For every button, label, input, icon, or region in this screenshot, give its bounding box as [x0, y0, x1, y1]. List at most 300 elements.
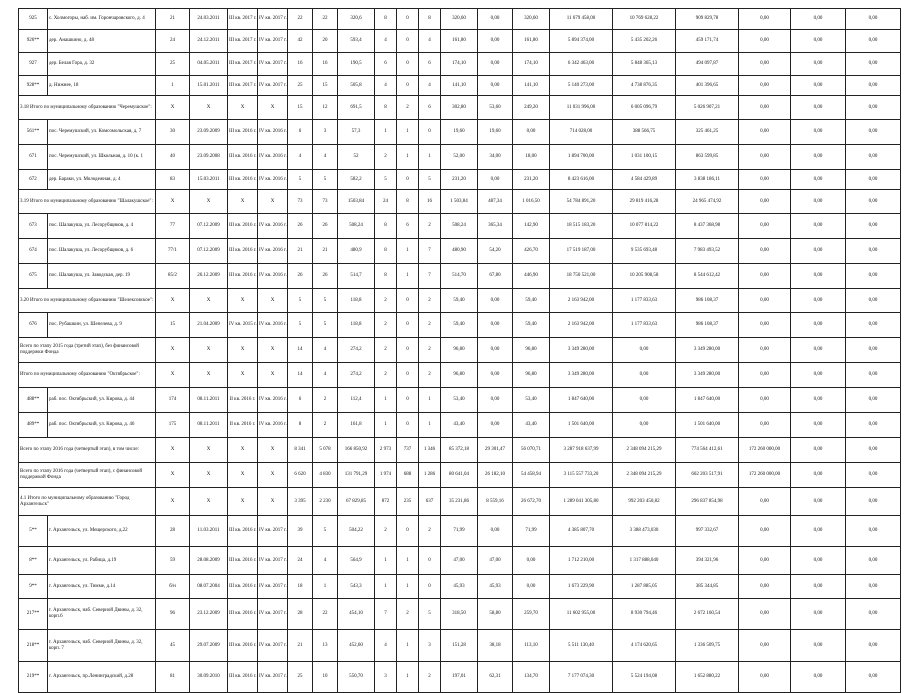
table-cell: 175 — [156, 413, 190, 438]
table-cell: 0,00 — [739, 516, 791, 547]
table-cell: 249,20 — [513, 96, 550, 120]
table-cell: III кв. 2016 г. — [228, 145, 258, 170]
table-cell: 0,00 — [846, 53, 901, 76]
table-cell: 13 — [313, 630, 338, 662]
table-cell: 1 — [397, 120, 419, 145]
table-cell: X — [156, 463, 190, 488]
table-cell: 489** — [19, 413, 48, 438]
table-cell: IV кв. 2017 г. — [258, 630, 288, 662]
table-cell: 59,40 — [441, 289, 478, 313]
table-cell: 8 437 368,98 — [676, 214, 739, 239]
table-cell: 2 — [419, 289, 441, 313]
table-cell: 57,3 — [338, 120, 375, 145]
table-row — [19, 599, 901, 630]
table-cell: 3 — [419, 630, 441, 662]
table-cell: 4 — [375, 630, 397, 662]
table-cell: 113,10 — [513, 630, 550, 662]
table-cell: 134,70 — [513, 662, 550, 693]
table-cell: 26 182,10 — [478, 463, 513, 488]
address-cell: пос. Шалакуша, ул. Заводская, дер. 19 — [48, 264, 156, 289]
table-cell: 197,01 — [441, 662, 478, 693]
table-cell: 1 — [397, 239, 419, 264]
table-cell: 0,00 — [846, 388, 901, 413]
table-row — [19, 630, 901, 662]
table-cell: III кв. 2016 г. — [228, 214, 258, 239]
table-cell: X — [190, 338, 228, 363]
table-cell: X — [190, 363, 228, 388]
table-cell: 3 838 186,11 — [676, 170, 739, 190]
table-cell: 54 784 891,20 — [550, 190, 613, 214]
table-cell: 8 559,16 — [478, 488, 513, 516]
table-cell: 8 544 612,42 — [676, 264, 739, 289]
table-cell: X — [156, 363, 190, 388]
table-cell: IV кв. 2017 г. — [258, 53, 288, 76]
table-cell: 676 — [19, 313, 48, 338]
table-cell: 2 — [419, 313, 441, 338]
table-cell: X — [258, 96, 288, 120]
table-row — [19, 547, 901, 575]
table-cell: 16 — [419, 190, 441, 214]
table-cell: 0,00 — [739, 9, 791, 30]
table-cell: 43,40 — [513, 413, 550, 438]
table-cell: 5 — [288, 289, 313, 313]
table-cell: 96,80 — [441, 363, 478, 388]
table-cell: 25 — [288, 76, 313, 96]
table-cell: 4 738 876,35 — [613, 76, 676, 96]
table-cell: 6 005 096,79 — [613, 96, 676, 120]
address-cell: г. Архангельск, ул. Тимме, д.14 — [48, 575, 156, 599]
table-cell: 08.11.2011 — [190, 413, 228, 438]
table-cell: 7 177 074,30 — [550, 662, 613, 693]
table-cell: 12 — [313, 96, 338, 120]
table-cell: 217** — [19, 599, 48, 630]
table-cell: III кв. 2016 г. — [228, 575, 258, 599]
table-cell: 26 — [288, 264, 313, 289]
table-cell: 10 769 628,22 — [613, 9, 676, 30]
table-cell: 2 — [375, 145, 397, 170]
table-cell: IV кв. 2016 г. — [258, 214, 288, 239]
table-cell: 54 458,94 — [513, 463, 550, 488]
table-cell: 1 — [397, 264, 419, 289]
table-cell: X — [228, 96, 258, 120]
table-cell: 0,00 — [791, 363, 846, 388]
table-cell: 986 108,37 — [676, 313, 739, 338]
table-cell: 3 287 918 637,99 — [550, 438, 613, 463]
table-cell: 927 — [19, 53, 48, 76]
table-cell: 1 177 833,63 — [613, 289, 676, 313]
address-cell: дер. Анашкино, д. 48 — [48, 30, 156, 53]
table-cell: 1 501 640,00 — [676, 413, 739, 438]
table-cell: 1 — [397, 575, 419, 599]
subtotal-row — [19, 438, 901, 463]
table-cell: 3 349 280,00 — [676, 338, 739, 363]
table-cell: 28.08.2009 — [190, 547, 228, 575]
table-cell: 1 — [419, 413, 441, 438]
table-cell: 43,40 — [441, 413, 478, 438]
table-cell: 446,90 — [513, 264, 550, 289]
table-cell: 0,00 — [846, 190, 901, 214]
table-cell: 21 — [288, 630, 313, 662]
table-cell: 0,00 — [791, 170, 846, 190]
subtotal-title: Итого по муниципальному образованию "Октябрьское": — [19, 363, 156, 388]
table-cell: 54,20 — [478, 239, 513, 264]
table-cell: 0,00 — [739, 145, 791, 170]
table-cell: 85/2 — [156, 264, 190, 289]
table-cell: 0,00 — [739, 96, 791, 120]
table-cell: 426,70 — [513, 239, 550, 264]
table-cell: X — [190, 289, 228, 313]
table-cell: 231,20 — [441, 170, 478, 190]
table-cell: 320,6 — [338, 9, 375, 30]
table-cell: 34,00 — [478, 145, 513, 170]
table-cell: 18 515 183,20 — [550, 214, 613, 239]
table-cell: III кв. 2016 г. — [228, 662, 258, 693]
table-cell: 0,00 — [739, 599, 791, 630]
table-cell: 320,60 — [513, 9, 550, 30]
table-cell: 0,00 — [791, 488, 846, 516]
table-cell: 21 — [288, 239, 313, 264]
table-row — [19, 120, 901, 145]
table-cell: III кв. 2016 г. — [228, 547, 258, 575]
table-cell: 0 — [397, 516, 419, 547]
table-cell: 675 — [19, 264, 48, 289]
table-cell: 274,2 — [338, 363, 375, 388]
table-cell: III кв. 2016 г. — [228, 120, 258, 145]
table-cell: 691,5 — [338, 96, 375, 120]
table-cell: 564,9 — [338, 547, 375, 575]
table-cell: 53,40 — [513, 388, 550, 413]
table-cell: 3 349 280,00 — [550, 363, 613, 388]
table-cell: 118,8 — [338, 313, 375, 338]
table-cell: 3 349 280,00 — [550, 338, 613, 363]
table-cell: III кв. 2017 г. — [228, 30, 258, 53]
table-cell: 1 — [397, 662, 419, 693]
table-cell: 5 435 202,26 — [613, 30, 676, 53]
table-cell: 24 — [156, 30, 190, 53]
table-cell: IV кв. 2015 г. — [228, 313, 258, 338]
address-cell: г. Архангельск, пр.Ленинградский, д.28 — [48, 662, 156, 693]
table-cell: 508,24 — [338, 214, 375, 239]
table-cell: 18,00 — [513, 145, 550, 170]
table-cell: 1 317 888,040 — [613, 547, 676, 575]
table-cell: 30.09.2010 — [190, 662, 228, 693]
table-cell: 0,00 — [791, 438, 846, 463]
table-cell: 1 286 — [419, 463, 441, 488]
table-cell: 21 — [313, 239, 338, 264]
table-cell: 166 850,92 — [338, 438, 375, 463]
table-cell: 0,00 — [613, 363, 676, 388]
table-cell: 296 837 854,98 — [676, 488, 739, 516]
table-cell: 24.03.2011 — [190, 9, 228, 30]
table-cell: 5 — [375, 170, 397, 190]
table-cell: 673 — [19, 214, 48, 239]
table-cell: X — [156, 289, 190, 313]
table-cell: 0,00 — [613, 388, 676, 413]
table-cell: 96,80 — [513, 338, 550, 363]
table-cell: 3 349 280,00 — [676, 363, 739, 388]
table-cell: 85 372,18 — [441, 438, 478, 463]
table-cell: X — [258, 363, 288, 388]
table-cell: 8 930 794,46 — [613, 599, 676, 630]
table-cell: 0,00 — [739, 239, 791, 264]
table-cell: 235 — [397, 488, 419, 516]
table-cell: 08.11.2011 — [190, 388, 228, 413]
table-cell: 8 — [397, 190, 419, 214]
address-cell: пос. Рубашкин, ул. Шепелева, д. 9 — [48, 313, 156, 338]
table-cell: IV кв. 2017 г. — [258, 662, 288, 693]
table-row — [19, 214, 901, 239]
table-cell: 5 524 194,08 — [613, 662, 676, 693]
table-cell: 0,00 — [478, 338, 513, 363]
table-cell: 0,00 — [791, 9, 846, 30]
table-cell: 5 — [419, 599, 441, 630]
table-cell: 0,00 — [846, 170, 901, 190]
address-cell: дер. Белая Гора, д. 32 — [48, 53, 156, 76]
table-cell: 2 — [397, 96, 419, 120]
table-cell: 0,00 — [478, 170, 513, 190]
table-cell: 14 — [288, 338, 313, 363]
table-cell: 2 — [313, 413, 338, 438]
table-cell: 38,18 — [478, 630, 513, 662]
table-cell: 161,80 — [441, 30, 478, 53]
table-cell: 10 — [313, 662, 338, 693]
table-cell: 39 — [288, 516, 313, 547]
table-cell: 5 894 374,00 — [550, 30, 613, 53]
address-cell: г. Архангельск, наб. Северной Двины, д. 32, корп.6 — [48, 599, 156, 630]
table-cell: 2 — [419, 214, 441, 239]
table-cell: 0,00 — [739, 547, 791, 575]
table-cell: 67 829,85 — [338, 488, 375, 516]
table-cell: 23.09.2008 — [190, 145, 228, 170]
table-cell: 10 205 908,58 — [613, 264, 676, 289]
table-cell: 5 848 365,13 — [613, 53, 676, 76]
table-cell: 4 — [419, 30, 441, 53]
table-cell: 0,00 — [846, 630, 901, 662]
address-cell: г. Архангельск, ул. Рабица, д.19 — [48, 547, 156, 575]
table-cell: X — [156, 338, 190, 363]
table-cell: 0,00 — [791, 30, 846, 53]
table-cell: 0,00 — [846, 96, 901, 120]
address-cell: дер. Бараки, ул. Молодежная, д. 4 — [48, 170, 156, 190]
table-cell: 5 — [313, 289, 338, 313]
table-cell: 259,70 — [513, 599, 550, 630]
table-row — [19, 575, 901, 599]
table-cell: 5 — [419, 170, 441, 190]
table-row — [19, 53, 901, 76]
table-cell: X — [258, 438, 288, 463]
table-cell: 20 — [313, 30, 338, 53]
table-cell: IV кв. 2016 г. — [258, 313, 288, 338]
table-cell: 0 — [397, 30, 419, 53]
table-cell: 24 — [375, 190, 397, 214]
table-cell: 0,00 — [791, 190, 846, 214]
table-cell: 30 — [156, 120, 190, 145]
table-cell: 1 289 041 305,80 — [550, 488, 613, 516]
table-row — [19, 413, 901, 438]
table-cell: 56 070,71 — [513, 438, 550, 463]
table-row — [19, 145, 901, 170]
table-cell: 0,00 — [846, 313, 901, 338]
table-cell: 131 791,29 — [338, 463, 375, 488]
table-cell: 774 564 412,61 — [676, 438, 739, 463]
table-cell: 47,00 — [441, 547, 478, 575]
table-cell: 141,10 — [513, 76, 550, 96]
table-cell: 7 — [419, 239, 441, 264]
table-cell: 0,00 — [739, 76, 791, 96]
table-cell: 5 — [313, 170, 338, 190]
table-cell: 0,00 — [739, 575, 791, 599]
table-row — [19, 313, 901, 338]
table-cell: 0,00 — [791, 547, 846, 575]
table-cell: 172 260 000,00 — [739, 463, 791, 488]
table-cell: IV кв. 2017 г. — [258, 516, 288, 547]
table-cell: 3 395 — [288, 488, 313, 516]
table-cell: 0 — [397, 170, 419, 190]
table-cell: 0,00 — [791, 599, 846, 630]
table-cell: 0,00 — [846, 488, 901, 516]
table-cell: 2 — [375, 289, 397, 313]
address-cell: г. Архангельск, наб. Северной Двины, д. 32, корп. 7 — [48, 630, 156, 662]
address-cell: пос. Черемушский, ул. Школьная, д. 10 (к. 1 — [48, 145, 156, 170]
table-cell: 0 — [397, 338, 419, 363]
subtotal-row — [19, 338, 901, 363]
table-cell: 1503,84 — [338, 190, 375, 214]
table-cell: 28 — [288, 599, 313, 630]
table-cell: 8 — [375, 9, 397, 30]
table-cell: X — [228, 363, 258, 388]
table-cell: 5 140 273,00 — [550, 76, 613, 96]
table-cell: 14 — [288, 363, 313, 388]
table-cell: 11 031 996,00 — [550, 96, 613, 120]
table-cell: X — [228, 289, 258, 313]
table-cell: 52 — [338, 145, 375, 170]
subtotal-title: Всего по этапу 2016 года (четвертый этап), в том числе: — [19, 438, 156, 463]
table-cell: 71,99 — [441, 516, 478, 547]
table-cell: 1 974 — [375, 463, 397, 488]
table-cell: 58,80 — [478, 599, 513, 630]
table-cell: 83 — [156, 170, 190, 190]
table-cell: 2 — [397, 599, 419, 630]
table-cell: 2 — [419, 662, 441, 693]
table-cell: 8 — [375, 239, 397, 264]
table-cell: 504,22 — [338, 516, 375, 547]
table-cell: 29 301,47 — [478, 438, 513, 463]
table-cell: 0,00 — [791, 516, 846, 547]
table-cell: 6 620 — [288, 463, 313, 488]
table-cell: 29.07.2009 — [190, 630, 228, 662]
table-cell: 0 — [397, 413, 419, 438]
table-cell: 0,00 — [478, 30, 513, 53]
table-cell: 9 535 693,48 — [613, 239, 676, 264]
table-cell: 459 171,74 — [676, 30, 739, 53]
table-cell: 26 — [313, 214, 338, 239]
table-cell: 325 461,25 — [676, 120, 739, 145]
table-cell: 0,00 — [791, 313, 846, 338]
table-cell: 0,00 — [791, 289, 846, 313]
table-cell: 1 847 640,00 — [676, 388, 739, 413]
table-row — [19, 76, 901, 96]
table-cell: 0,00 — [846, 547, 901, 575]
table-cell: 1 501 640,00 — [550, 413, 613, 438]
table-cell: 582,2 — [338, 170, 375, 190]
table-cell: 8 — [419, 9, 441, 30]
table-cell: 28 — [156, 516, 190, 547]
table-cell: 674 — [19, 239, 48, 264]
table-cell: 8 423 616,00 — [550, 170, 613, 190]
table-cell: 45,93 — [441, 575, 478, 599]
table-cell: 0,00 — [613, 413, 676, 438]
table-cell: 4 — [313, 363, 338, 388]
table-cell: X — [190, 190, 228, 214]
table-row — [19, 516, 901, 547]
table-cell: 73 — [313, 190, 338, 214]
table-cell: II кв. 2016 г. — [228, 388, 258, 413]
table-cell: 0,00 — [846, 239, 901, 264]
table-cell: 543,3 — [338, 575, 375, 599]
table-cell: 18 — [288, 575, 313, 599]
table-cell: 0,00 — [791, 575, 846, 599]
table-cell: 593,4 — [338, 30, 375, 53]
table-cell: 96,80 — [513, 363, 550, 388]
table-cell: X — [156, 488, 190, 516]
table-cell: 15.01.2011 — [190, 76, 228, 96]
table-cell: 45,93 — [478, 575, 513, 599]
table-cell: 0,00 — [739, 662, 791, 693]
table-cell: 488** — [19, 388, 48, 413]
table-cell: 0 — [397, 9, 419, 30]
table-cell: 561** — [19, 120, 48, 145]
table-cell: 5 — [313, 516, 338, 547]
table-cell: X — [228, 488, 258, 516]
table-cell: 0 — [397, 388, 419, 413]
table-cell: 514,70 — [441, 264, 478, 289]
table-cell: 2 — [313, 388, 338, 413]
address-cell: пос. Шалакуша, ул. Лесорубщиков, д. 4 — [48, 214, 156, 239]
table-cell: 5 — [313, 313, 338, 338]
table-cell: IV кв. 2016 г. — [258, 388, 288, 413]
table-cell: 3 115 557 733,20 — [550, 463, 613, 488]
table-cell: 508,24 — [441, 214, 478, 239]
table-cell: 1 — [375, 575, 397, 599]
table-cell: 9** — [19, 575, 48, 599]
subtotal-title: Всего по этапу 2015 года (третий этап), без финансовой поддержки Фонда — [19, 338, 156, 363]
table-cell: 25 — [288, 662, 313, 693]
table-cell: 25 — [156, 53, 190, 76]
table-cell: 4 — [375, 76, 397, 96]
table-cell: 11 679 458,00 — [550, 9, 613, 30]
table-row — [19, 30, 901, 53]
table-cell: 6 — [375, 53, 397, 76]
table-cell: 67,80 — [478, 264, 513, 289]
table-cell: IV кв. 2017 г. — [258, 599, 288, 630]
table-cell: X — [228, 190, 258, 214]
table-cell: 671 — [19, 145, 48, 170]
table-cell: 1 503,84 — [441, 190, 478, 214]
subtotal-row — [19, 190, 901, 214]
table-cell: IV кв. 2016 г. — [258, 413, 288, 438]
table-cell: 59,40 — [513, 289, 550, 313]
table-cell: 4 — [419, 76, 441, 96]
subtotal-row — [19, 96, 901, 120]
table-cell: 10 077 814,22 — [613, 214, 676, 239]
table-cell: IV кв. 2017 г. — [258, 547, 288, 575]
table-cell: 0,00 — [478, 388, 513, 413]
table-cell: 15.03.2011 — [190, 170, 228, 190]
table-cell: 11 602 955,00 — [550, 599, 613, 630]
table-body — [19, 9, 901, 693]
table-cell: 26.12.2009 — [190, 264, 228, 289]
table-cell: 4 174 620,65 — [613, 630, 676, 662]
